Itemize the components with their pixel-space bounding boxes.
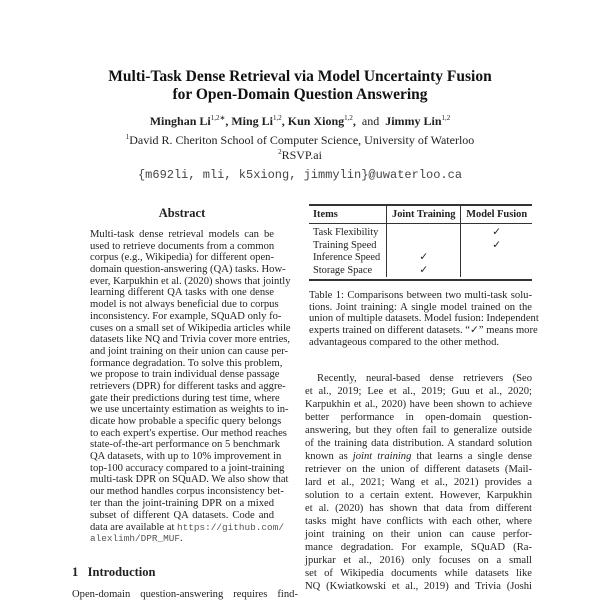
text-line: union of multiple datasets. Model fusion: Independent <box>309 313 539 325</box>
abstract-body <box>90 229 291 521</box>
text-line: et al., 2019; Lee et al., 2019; Guu et al., 2020; <box>305 386 532 397</box>
text-line: we use uncertainty estimation as weights to in- <box>90 404 289 416</box>
check-icon-cell: ✓ <box>387 265 461 278</box>
text-line: inconsistency. For example, SQuAD only fo- <box>90 310 282 322</box>
table-caption <box>309 290 539 348</box>
text-line: mance degradation. For example, SQuAD (Ra- <box>305 542 532 553</box>
text-line: Table 1: Comparisons between two multi-task solu- <box>309 290 532 301</box>
table-row <box>309 240 532 253</box>
author: Kun Xiong$^{1,2}$ <box>287 114 353 128</box>
text-line: answering, but they often fail to generalize outside <box>305 425 532 436</box>
text-line: set of Wikipedia documents while datasets like <box>305 568 532 579</box>
affiliation-2: $^2$RSVP.ai <box>278 148 322 162</box>
text-line: cuses on a small set of Wikipedia articles while <box>90 322 291 334</box>
text-line: domain question-answering (QA) tasks. How- <box>90 264 286 276</box>
text-line: Multi-task dense retrieval models can be <box>90 229 274 240</box>
table-row-label: Storage Space <box>313 264 373 276</box>
text-line: of the training data distribution. A standard solution <box>305 438 532 449</box>
author: Jimmy Lin$^{1,2}$ <box>385 114 451 128</box>
table-header: Items <box>309 206 387 224</box>
check-icon-cell: ✓ <box>461 240 532 253</box>
text-line: tions. Joint training: A single model trained on the <box>309 301 532 313</box>
text-line: used to retrieve documents from a common <box>90 240 275 252</box>
text-line: dicate how probable a specific query belongs <box>90 416 282 427</box>
text-line: ever, Karpukhin et al. (2020) shows that jointly <box>90 275 291 287</box>
text-line: QA datasets, with up to 10% improvement in <box>90 451 282 463</box>
affiliation-1: $^1$David R. Cheriton School of Computer Science, University of Waterloo <box>125 133 475 147</box>
text-line: learning different QA tasks with one dense <box>90 287 274 299</box>
code-url-link[interactable]: https://github.com/ <box>177 521 284 533</box>
author-list: Minghan $Li^{1,2∗}$, Ming Li$^{1,2}$, Kun Xiong$^{1,2}$, and Jimmy Lin$^{1,2}$ <box>149 114 451 128</box>
text-line: top-100 accuracy compared to a joint-training <box>90 462 285 474</box>
text-line: et al. (2020) has shown that data from different <box>305 503 532 514</box>
text-line: better performance in open-domain question- <box>305 412 532 423</box>
paper-title-line-2: for Open-Domain Question Answering <box>172 86 428 103</box>
table-row <box>309 252 532 265</box>
text-line: datasets like NQ and Trivia cover more entries, <box>90 334 291 346</box>
abstract-heading: Abstract <box>158 206 206 220</box>
text-line: gate their predictions during test time, where <box>90 392 280 404</box>
check-icon-cell <box>461 265 532 278</box>
text-line: corpus (e.g., Wikipedia) for different open- <box>90 252 274 264</box>
author: Ming Li$^{1,2}$ <box>231 114 282 128</box>
text-line: lard et al., 2021; Wang et al., 2021) provides a <box>305 477 532 488</box>
section-heading-introduction: 1 Introduction <box>72 565 156 579</box>
table-row-label: Inference Speed <box>313 252 381 263</box>
text-line: known as joint training that learns a single dense <box>305 451 532 462</box>
text-line: to each expert's expertise. Our method reaches <box>90 427 287 439</box>
text-line: Recently, neural-based dense retrievers (Seo <box>317 373 532 384</box>
table-row-label: Training Speed <box>313 239 377 251</box>
text-line: multi-task DPR on SQuAD. We also show that <box>90 474 289 486</box>
text-line: NQ (Kwiatkowski et al., 2019) and Trivia (Joshi <box>305 581 532 592</box>
introduction-body-right <box>305 372 532 593</box>
check-icon-cell <box>461 252 532 265</box>
check-icon-cell <box>387 240 461 253</box>
table-header: Joint Training <box>387 206 461 224</box>
text-line: and joint training on their union can cause per- <box>90 345 289 357</box>
text-line: solution to a certain extent. However, Karpukhin <box>305 490 532 501</box>
check-icon-cell: ✓ <box>461 224 532 240</box>
code-url-link-cont[interactable]: alexlimh/DPR_MUF <box>90 533 181 545</box>
text-line: retrievers (DPR) for different tasks and aggre- <box>90 380 286 392</box>
and-word: and <box>361 114 380 128</box>
text-line: our method handles corpus inconsistency bet- <box>90 486 284 498</box>
text-line: advantageous compared to the other method. <box>309 336 500 348</box>
text-line: subset of different QA datasets. Code and <box>90 509 274 521</box>
check-icon-cell: ✓ <box>387 252 461 265</box>
text-line: experts trained on different datasets. “✓” means more <box>309 325 538 337</box>
author-emails: {m692li, mli, k5xiong, jimmylin}@uwaterloo.ca <box>137 168 463 182</box>
abstract-code-link: data are available at https://github.com/ alexlimh/DPR_MUF. <box>90 521 284 545</box>
text-line: retriever on the union of different datasets (Mail- <box>305 464 532 475</box>
paper-title-line-1: Multi-Task Dense Retrieval via Model Uncertainty Fusion <box>108 68 492 85</box>
text-line: Karpukhin et al., 2020) have been shown to achieve <box>305 399 532 410</box>
text-line: formance degradation. To solve this problem, <box>90 357 283 369</box>
text-line: Open-domain question-answering requires find- <box>72 589 298 600</box>
comparison-table <box>309 206 532 277</box>
text-line: tasks might have conflicts with each other, where <box>305 516 532 527</box>
introduction-body <box>72 589 298 601</box>
author: Minghan $Li^{1,2∗}$ <box>149 114 226 128</box>
text-line: state-of-the-art performance on 5 benchmark <box>90 439 281 451</box>
text-line: model is not always beneficial due to corpus <box>90 299 279 311</box>
table-row-label: Task Flexibility <box>313 227 379 238</box>
table-bottom-rule <box>309 279 532 281</box>
text-line: joint training on their union can cause perfor- <box>305 529 532 540</box>
text-line: ter than the joint-training DPR on a mixed <box>90 497 274 509</box>
text-line: jpurkar et al., 2016) only focuses on a small <box>305 555 532 566</box>
text-line: we propose to train individual dense passage <box>90 369 280 381</box>
check-icon-cell <box>387 224 461 240</box>
table-row <box>309 265 532 278</box>
table-row <box>309 224 532 240</box>
table-header: Model Fusion <box>461 206 532 224</box>
